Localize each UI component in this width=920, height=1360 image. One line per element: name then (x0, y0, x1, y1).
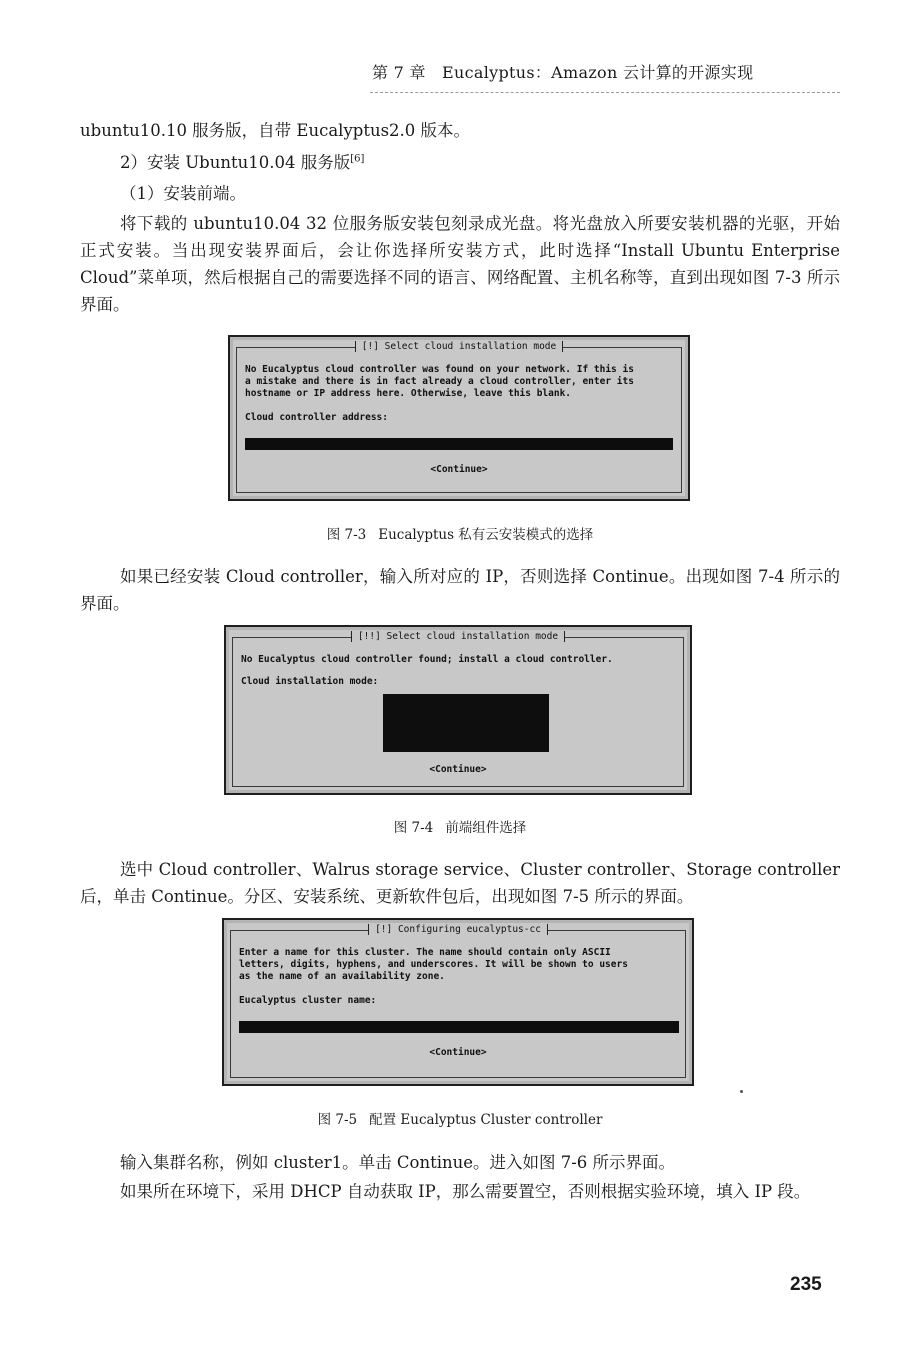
dialog-frame (236, 341, 682, 493)
field-label: Cloud installation mode: (241, 676, 379, 687)
caption-number: 图 7-5 (317, 1112, 358, 1128)
dialog-title: [!!] Select cloud installation mode (233, 631, 683, 643)
caption-text: Eucalyptus 私有云安装模式的选择 (378, 527, 594, 543)
dialog-message: No Eucalyptus cloud controller was found on your network. If this is a mistake and there is in fact already a cloud controller, enter its hostname or IP address here. Otherwise, leave this blank. (245, 364, 634, 399)
caption-text: 前端组件选择 (445, 820, 527, 836)
running-header (372, 60, 822, 83)
chapter-number: 第 7 章 (372, 63, 426, 82)
continue-button[interactable]: <Continue> (430, 464, 488, 475)
caption-text: 配置 Eucalyptus Cluster controller (369, 1112, 603, 1128)
paragraph-ubuntu-version: ubuntu10.10 服务版，自带 Eucalyptus2.0 版本。 (80, 121, 471, 140)
cluster-name-input[interactable] (239, 1021, 679, 1033)
dialog-message: Enter a name for this cluster. The name should contain only ASCII letters, digits, hyphens, and underscores. It will be shown to users as the name of an availability zone. (239, 947, 628, 982)
dialog-frame (232, 631, 684, 787)
paragraph-select-components: 选中 Cloud controller、Walrus storage service、Cluster controller、Storage controller 后，单击 Continue。分区、安装系统、更新软件包后，出现如图 7-5 所示的界面。 (80, 860, 840, 906)
paragraph-install-steps: 将下载的 ubuntu10.04 32 位服务版安装包刻录成光盘。将光盘放入所要安装机器的光驱，开始正式安装。当出现安装界面后，会让你选择所安装方式，此时选择“Install Ubuntu Enterprise Cloud”菜单项，然后根据自己的需要选择不同的语言、网络配置、主机名称等，直到出现如图 7-3 所示界面。 (80, 214, 840, 314)
continue-button[interactable]: <Continue> (429, 1047, 487, 1058)
figure-7-5-caption (0, 1108, 920, 1128)
figure-7-5-screenshot (222, 918, 694, 1086)
caption-number: 图 7-4 (393, 820, 434, 836)
figure-7-3-caption (0, 523, 920, 543)
address-input[interactable] (245, 438, 673, 450)
scan-speck (740, 1090, 743, 1093)
component-checklist[interactable] (383, 694, 549, 752)
chapter-title: Eucalyptus：Amazon 云计算的开源实现 (442, 63, 754, 82)
paragraph-cluster-name: 输入集群名称，例如 cluster1。单击 Continue。进入如图 7-6 所示界面。 (120, 1153, 676, 1172)
page-number: 235 (790, 1274, 822, 1295)
dialog-title: [!] Configuring eucalyptus-cc (231, 924, 685, 936)
section-heading-text: 2）安装 Ubuntu10.04 服务版 (120, 153, 351, 172)
reference-mark: [6] (350, 153, 365, 165)
caption-number: 图 7-3 (326, 527, 367, 543)
continue-button[interactable]: <Continue> (429, 764, 487, 775)
header-rule (370, 92, 840, 93)
figure-7-4-caption (0, 816, 920, 836)
field-label: Cloud controller address: (245, 412, 388, 423)
paragraph-cloud-controller: 如果已经安装 Cloud controller，输入所对应的 IP，否则选择 Continue。出现如图 7-4 所示的界面。 (80, 567, 840, 613)
figure-7-4-screenshot (224, 625, 692, 795)
dialog-frame (230, 924, 686, 1078)
dialog-message: No Eucalyptus cloud controller found; install a cloud controller. (241, 654, 613, 665)
figure-7-3-screenshot (228, 335, 690, 501)
dialog-title: [!] Select cloud installation mode (237, 341, 681, 353)
paragraph-dhcp: 如果所在环境下，采用 DHCP 自动获取 IP，那么需要置空，否则根据实验环境，填入 IP 段。 (120, 1182, 811, 1201)
subsection-heading-frontend: （1）安装前端。 (120, 184, 246, 203)
section-heading-install (80, 149, 840, 176)
field-label: Eucalyptus cluster name: (239, 995, 377, 1006)
